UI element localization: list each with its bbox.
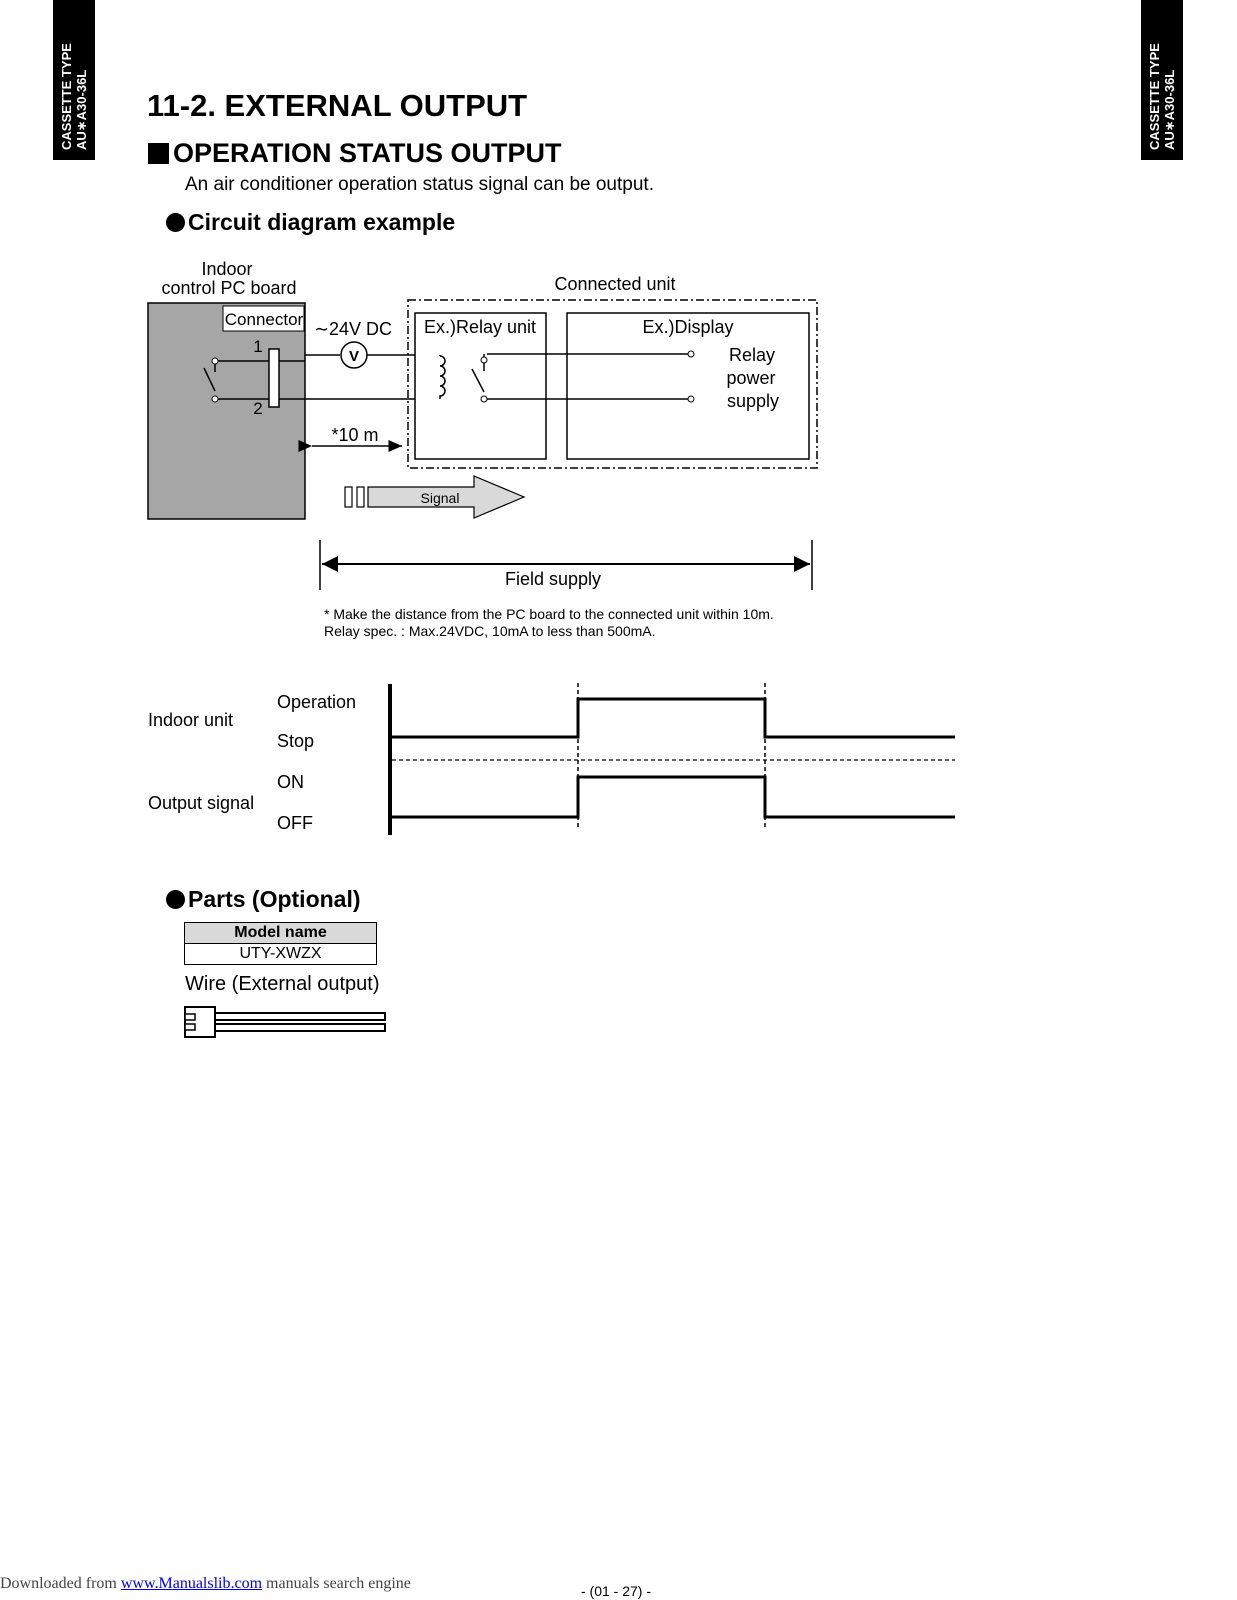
footer-suffix: manuals search engine (262, 1575, 411, 1592)
board-label-2: control PC board (161, 278, 297, 298)
signal-label: Signal (420, 490, 460, 506)
board-label-1: Indoor (201, 259, 253, 279)
circuit-diagram (0, 0, 1237, 650)
page-number: - (01 - 27) - (581, 1583, 652, 1599)
side-tab-line2: AU∗A30-36L (74, 69, 89, 150)
model-name-value: UTY-XWZX (185, 944, 377, 965)
indoor-unit-waveform (392, 699, 955, 737)
model-name-header: Model name (185, 923, 377, 944)
pin-2-label: 2 (253, 399, 263, 418)
relay-unit-label: Ex.)Relay unit (423, 317, 537, 337)
output-signal-label: Output signal (148, 793, 255, 813)
note-2: Relay spec. : Max.24VDC, 10mA to less than 500mA. (324, 623, 656, 639)
on-label: ON (277, 772, 304, 792)
footer-prefix: Downloaded from (0, 1575, 121, 1592)
pc-board (148, 303, 305, 519)
parts-table (184, 922, 377, 965)
voltmeter-label: V (348, 348, 360, 365)
indoor-unit-label: Indoor unit (148, 710, 234, 730)
output-signal-waveform (392, 777, 955, 817)
side-tab-line2: AU∗A30-36L (1162, 69, 1177, 150)
display-label: Ex.)Display (642, 317, 734, 337)
parts-heading (166, 886, 361, 913)
bullet-dot-icon (166, 890, 185, 909)
note-1: * Make the distance from the PC board to the connected unit within 10m. (324, 606, 774, 622)
relay-power-label-2: power (726, 368, 776, 388)
page-heading: 11-2. EXTERNAL OUTPUT (147, 88, 528, 123)
voltage-label: ∼24V DC (313, 319, 393, 339)
pin-1-label: 1 (253, 337, 263, 356)
manualslib-link[interactable]: www.Manualslib.com (120, 1575, 263, 1592)
side-tab-line1: CASSETTE TYPE (1147, 43, 1162, 150)
relay-power-label-3: supply (726, 391, 780, 411)
parts-title: Parts (Optional) (188, 886, 361, 912)
distance-label: *10 m (331, 425, 379, 445)
field-supply-label: Field supply (504, 569, 602, 589)
section-description: An air conditioner operation status signal can be output. (185, 174, 654, 195)
download-footer (0, 1575, 411, 1593)
circuit-title: Circuit diagram example (188, 209, 456, 235)
wire-connector-icon (183, 1005, 393, 1045)
connector-label: Connector (224, 310, 304, 329)
section-title: OPERATION STATUS OUTPUT (173, 138, 562, 168)
stop-label: Stop (277, 731, 315, 751)
timing-diagram (0, 650, 1237, 850)
connected-unit-label: Connected unit (554, 274, 676, 294)
operation-label: Operation (277, 692, 357, 712)
relay-power-label-1: Relay (728, 345, 776, 365)
wire-label: Wire (External output) (185, 973, 380, 995)
connector-terminal (269, 349, 279, 407)
off-label: OFF (277, 813, 313, 833)
side-tab-line1: CASSETTE TYPE (59, 43, 74, 150)
